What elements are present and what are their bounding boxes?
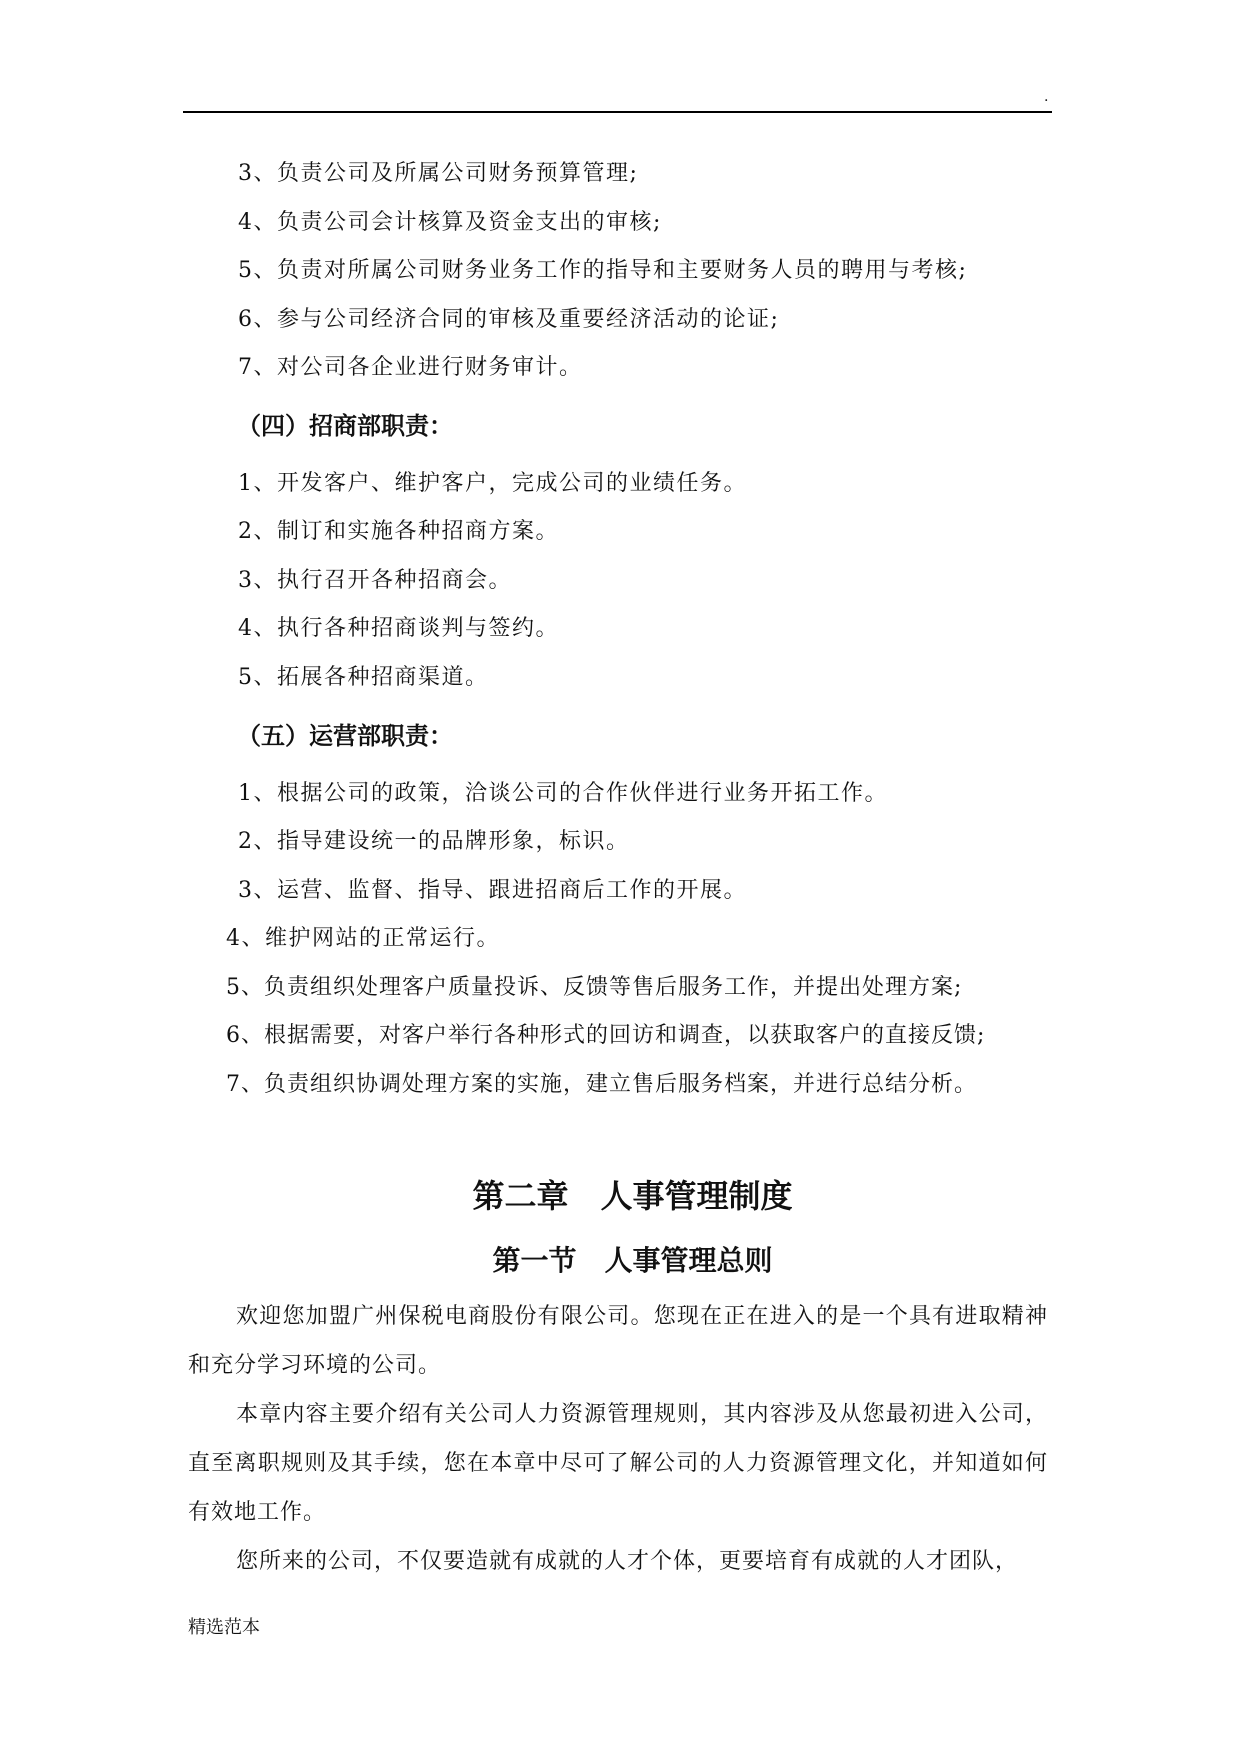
section-title: 第一节 人事管理总则 <box>492 1244 773 1277</box>
operations-item-4: 4、维护网站的正常运行。 <box>226 926 500 951</box>
chapter-paragraph-3: 您所来的公司，不仅要造就有成就的人才个体，更要培育有成就的人才团队， <box>236 1549 1019 1574</box>
operations-item-3: 3、运营、监督、指导、跟进招商后工作的开展。 <box>238 878 747 903</box>
chapter-paragraph-2: 本章内容主要介绍有关公司人力资源管理规则，其内容涉及从您最初进入公司，直至离职规则及其手续，您在本章中尽可了解公司的人力资源管理文化，并知道如何有效地工作。 <box>188 1402 1048 1525</box>
finance-item-5: 5、负责对所属公司财务业务工作的指导和主要财务人员的聘用与考核; <box>238 258 968 283</box>
investment-item-2: 2、制订和实施各种招商方案。 <box>238 519 559 544</box>
operations-heading: （五）运营部职责： <box>237 722 453 750</box>
finance-item-6: 6、参与公司经济合同的审核及重要经济活动的论证; <box>238 307 780 332</box>
header-mark: . <box>1044 89 1049 105</box>
footer-label: 精选范本 <box>188 1617 260 1638</box>
investment-item-1: 1、开发客户、维护客户，完成公司的业绩任务。 <box>238 471 747 496</box>
operations-item-5: 5、负责组织处理客户质量投诉、反馈等售后服务工作，并提出处理方案; <box>226 975 963 1000</box>
investment-heading: （四）招商部职责： <box>237 412 453 440</box>
investment-item-5: 5、拓展各种招商渠道。 <box>238 665 489 690</box>
header-rule <box>183 111 1052 113</box>
chapter-title: 第二章 人事管理制度 <box>472 1177 793 1215</box>
finance-item-3: 3、负责公司及所属公司财务预算管理; <box>238 161 639 186</box>
finance-item-4: 4、负责公司会计核算及资金支出的审核; <box>238 210 662 235</box>
operations-item-7: 7、负责组织协调处理方案的实施，建立售后服务档案，并进行总结分析。 <box>226 1072 977 1097</box>
investment-item-4: 4、执行各种招商谈判与签约。 <box>238 616 559 641</box>
operations-item-6: 6、根据需要，对客户举行各种形式的回访和调查，以获取客户的直接反馈; <box>226 1023 986 1048</box>
operations-item-1: 1、根据公司的政策，洽谈公司的合作伙伴进行业务开拓工作。 <box>238 781 888 806</box>
finance-item-7: 7、对公司各企业进行财务审计。 <box>238 355 583 380</box>
operations-item-2: 2、指导建设统一的品牌形象，标识。 <box>238 829 630 854</box>
investment-item-3: 3、执行召开各种招商会。 <box>238 568 512 593</box>
chapter-paragraph-1: 欢迎您加盟广州保税电商股份有限公司。您现在正在进入的是一个具有进取精神和充分学习环境的公司。 <box>188 1304 1048 1378</box>
